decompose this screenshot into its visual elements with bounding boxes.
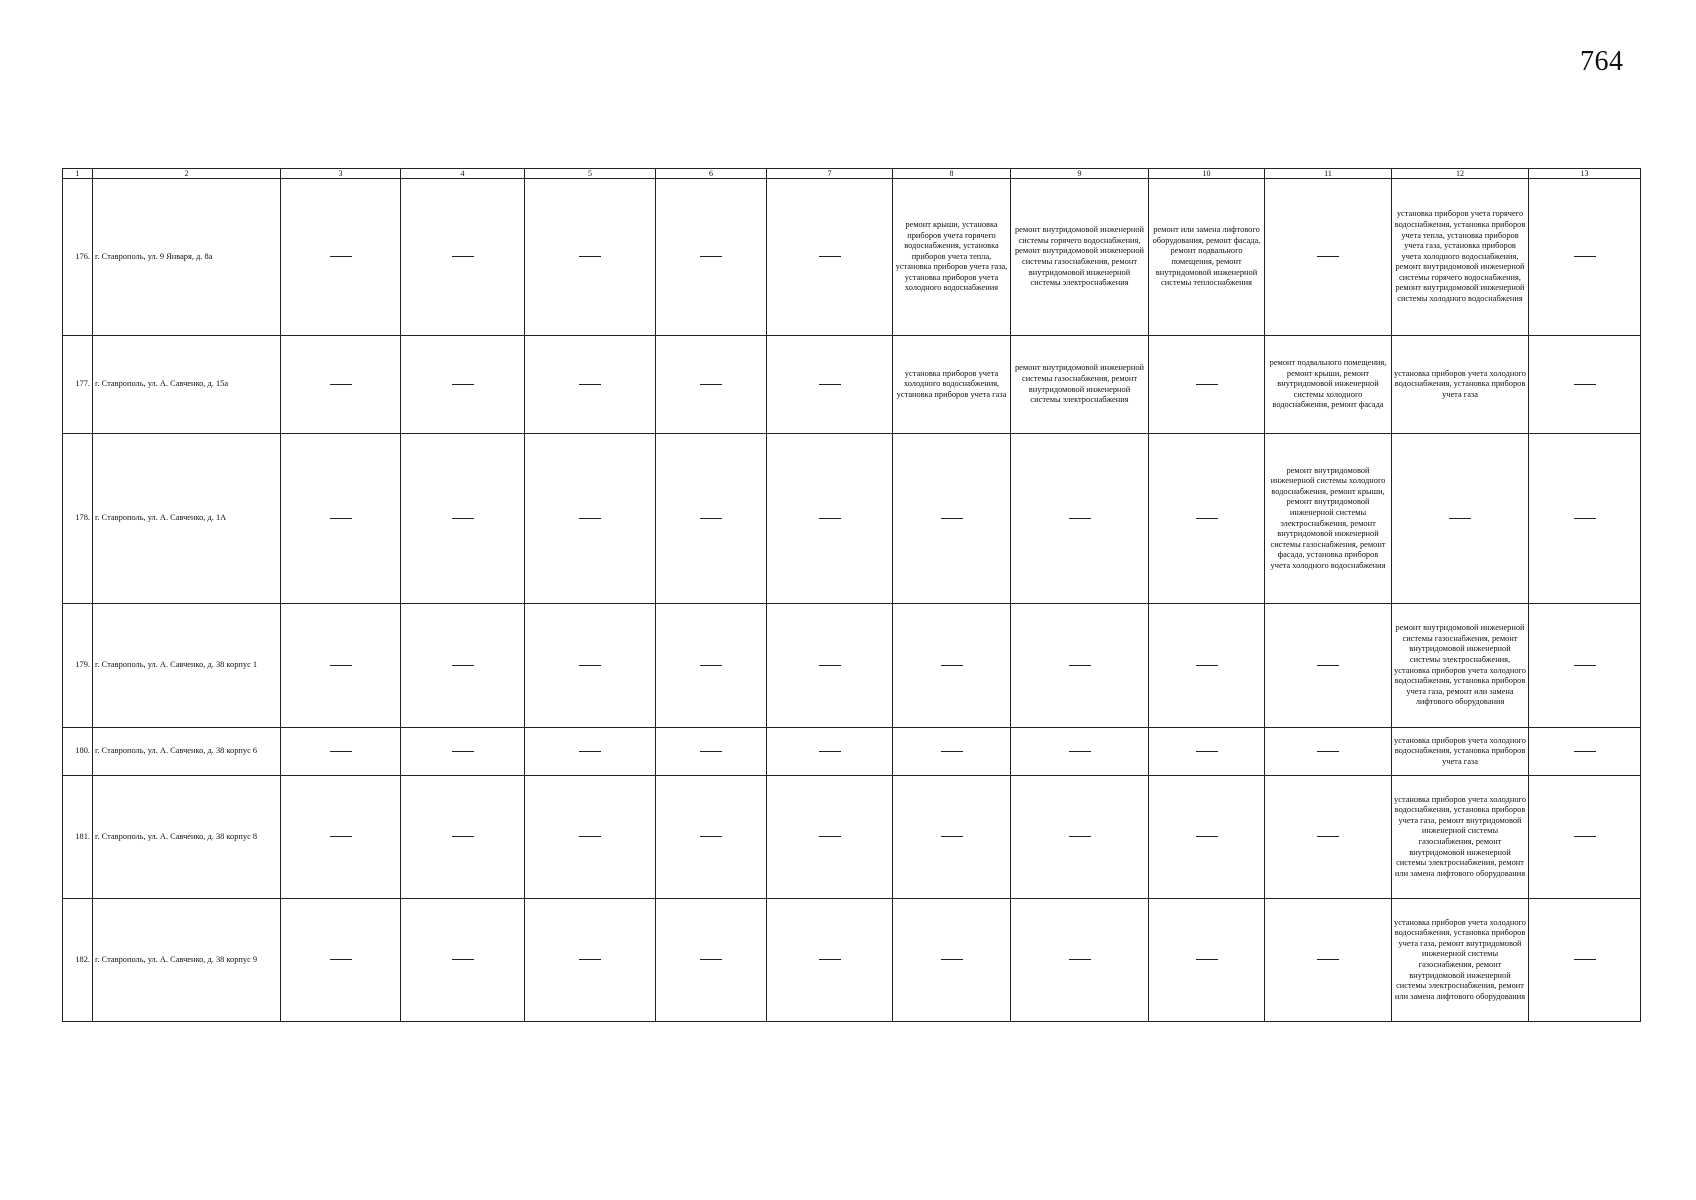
works-cell-col12: установка приборов учета холодного водоснабжения, установка приборов учета газа, ремонт внутридомовой инженерной системы газоснабжения, ремонт внутридомовой инженерной системы электроснабжения, ремонт или замена лифтового оборудования xyxy=(1392,776,1529,899)
empty-cell-col5 xyxy=(525,776,656,899)
empty-cell-col3 xyxy=(281,776,401,899)
empty-cell-col5 xyxy=(525,434,656,604)
empty-cell-col6 xyxy=(656,776,767,899)
empty-cell-col5 xyxy=(525,604,656,728)
row-number: 177. xyxy=(63,336,93,434)
table-row xyxy=(63,604,1641,728)
dash-mark xyxy=(700,384,722,385)
dash-mark xyxy=(579,384,601,385)
table-row xyxy=(63,899,1641,1022)
dash-mark xyxy=(330,836,352,837)
dash-mark xyxy=(941,518,963,519)
dash-mark xyxy=(579,751,601,752)
row-number: 179. xyxy=(63,604,93,728)
dash-mark xyxy=(1069,751,1091,752)
empty-cell-col6 xyxy=(656,434,767,604)
empty-cell-col3 xyxy=(281,899,401,1022)
dash-mark xyxy=(941,836,963,837)
column-number-8: 8 xyxy=(893,169,1011,179)
works-cell-col12: ремонт внутридомовой инженерной системы газоснабжения, ремонт внутридомовой инженерной системы электроснабжения, установка приборов учета холодного водоснабжения, установка приборов учета газа, ремонт или замена лифтового оборудования xyxy=(1392,604,1529,728)
table-body xyxy=(63,169,1641,1022)
address-cell: г. Ставрополь, ул. А. Савченко, д. 38 корпус 8 xyxy=(93,776,281,899)
table-row xyxy=(63,728,1641,776)
page-number: 764 xyxy=(1580,46,1624,77)
empty-cell-col3 xyxy=(281,336,401,434)
empty-cell-col11 xyxy=(1265,899,1392,1022)
empty-cell-col5 xyxy=(525,899,656,1022)
dash-mark xyxy=(941,665,963,666)
dash-mark xyxy=(819,751,841,752)
dash-mark xyxy=(700,836,722,837)
empty-cell-col13 xyxy=(1529,179,1641,336)
empty-cell-col6 xyxy=(656,899,767,1022)
dash-mark xyxy=(1317,959,1339,960)
dash-mark xyxy=(700,665,722,666)
dash-mark xyxy=(1574,836,1596,837)
dash-mark xyxy=(1069,959,1091,960)
works-cell-col8: ремонт крыши, установка приборов учета горячего водоснабжения, установка приборов учета тепла, установка приборов учета газа, установка приборов учета холодного водоснабжения xyxy=(893,179,1011,336)
empty-cell-col11 xyxy=(1265,604,1392,728)
empty-cell-col13 xyxy=(1529,434,1641,604)
empty-cell-col11 xyxy=(1265,179,1392,336)
empty-cell-col8 xyxy=(893,776,1011,899)
dash-mark xyxy=(1196,384,1218,385)
dash-mark xyxy=(819,256,841,257)
works-cell-col11: ремонт подвального помещения, ремонт крыши, ремонт внутридомовой инженерной системы холодного водоснабжения, ремонт фасада xyxy=(1265,336,1392,434)
dash-mark xyxy=(1069,518,1091,519)
empty-cell-col13 xyxy=(1529,776,1641,899)
dash-mark xyxy=(1317,256,1339,257)
empty-cell-col4 xyxy=(401,434,525,604)
dash-mark xyxy=(579,836,601,837)
dash-mark xyxy=(819,959,841,960)
empty-cell-col4 xyxy=(401,728,525,776)
empty-cell-col3 xyxy=(281,728,401,776)
address-cell: г. Ставрополь, ул. А. Савченко, д. 1А xyxy=(93,434,281,604)
dash-mark xyxy=(941,751,963,752)
empty-cell-col10 xyxy=(1149,434,1265,604)
dash-mark xyxy=(330,384,352,385)
dash-mark xyxy=(452,384,474,385)
column-number-1: 1 xyxy=(63,169,93,179)
dash-mark xyxy=(452,751,474,752)
dash-mark xyxy=(330,751,352,752)
dash-mark xyxy=(579,959,601,960)
empty-cell-col10 xyxy=(1149,776,1265,899)
empty-cell-col6 xyxy=(656,336,767,434)
empty-cell-col13 xyxy=(1529,728,1641,776)
address-cell: г. Ставрополь, ул. А. Савченко, д. 38 корпус 9 xyxy=(93,899,281,1022)
column-number-6: 6 xyxy=(656,169,767,179)
column-number-10: 10 xyxy=(1149,169,1265,179)
empty-cell-col9 xyxy=(1011,604,1149,728)
dash-mark xyxy=(1317,836,1339,837)
row-number: 176. xyxy=(63,179,93,336)
empty-cell-col8 xyxy=(893,434,1011,604)
dash-mark xyxy=(1196,751,1218,752)
empty-cell-col7 xyxy=(767,179,893,336)
works-cell-col12: установка приборов учета горячего водоснабжения, установка приборов учета тепла, установка приборов учета газа, установка приборов учета холодного водоснабжения, ремонт внутридомовой инженерной системы горячего водоснабжения, ремонт внутридомовой инженерной системы холодного водоснабжения xyxy=(1392,179,1529,336)
empty-cell-col4 xyxy=(401,899,525,1022)
dash-mark xyxy=(819,836,841,837)
dash-mark xyxy=(700,751,722,752)
dash-mark xyxy=(819,384,841,385)
dash-mark xyxy=(452,836,474,837)
dash-mark xyxy=(700,959,722,960)
empty-cell-col7 xyxy=(767,336,893,434)
dash-mark xyxy=(1574,751,1596,752)
empty-cell-col8 xyxy=(893,728,1011,776)
empty-cell-col7 xyxy=(767,604,893,728)
table-row xyxy=(63,776,1641,899)
dash-mark xyxy=(819,665,841,666)
empty-cell-col6 xyxy=(656,179,767,336)
empty-cell-col5 xyxy=(525,336,656,434)
empty-cell-col7 xyxy=(767,899,893,1022)
dash-mark xyxy=(1317,751,1339,752)
empty-cell-col9 xyxy=(1011,434,1149,604)
column-number-3: 3 xyxy=(281,169,401,179)
row-number: 182. xyxy=(63,899,93,1022)
empty-cell-col7 xyxy=(767,728,893,776)
works-cell-col12: установка приборов учета холодного водоснабжения, установка приборов учета газа xyxy=(1392,336,1529,434)
dash-mark xyxy=(330,665,352,666)
column-number-7: 7 xyxy=(767,169,893,179)
address-cell: г. Ставрополь, ул. А. Савченко, д. 38 корпус 1 xyxy=(93,604,281,728)
dash-mark xyxy=(330,256,352,257)
empty-cell-col4 xyxy=(401,336,525,434)
table-row xyxy=(63,434,1641,604)
dash-mark xyxy=(579,665,601,666)
empty-cell-col7 xyxy=(767,434,893,604)
row-number: 178. xyxy=(63,434,93,604)
dash-mark xyxy=(700,256,722,257)
empty-cell-col10 xyxy=(1149,604,1265,728)
empty-cell-col4 xyxy=(401,179,525,336)
column-number-row xyxy=(63,169,1641,179)
empty-cell-col6 xyxy=(656,728,767,776)
empty-cell-col7 xyxy=(767,776,893,899)
dash-mark xyxy=(1574,384,1596,385)
dash-mark xyxy=(330,959,352,960)
column-number-2: 2 xyxy=(93,169,281,179)
works-cell-col12: установка приборов учета холодного водоснабжения, установка приборов учета газа, ремонт внутридомовой инженерной системы газоснабжения, ремонт внутридомовой инженерной системы электроснабжения, ремонт или замена лифтового оборудования xyxy=(1392,899,1529,1022)
empty-cell-col10 xyxy=(1149,728,1265,776)
row-number: 180. xyxy=(63,728,93,776)
empty-cell-col9 xyxy=(1011,899,1149,1022)
works-cell-col8: установка приборов учета холодного водоснабжения, установка приборов учета газа xyxy=(893,336,1011,434)
repair-schedule-table xyxy=(62,168,1641,1022)
empty-cell-col13 xyxy=(1529,336,1641,434)
address-cell: г. Ставрополь, ул. А. Савченко, д. 15а xyxy=(93,336,281,434)
empty-cell-col3 xyxy=(281,179,401,336)
dash-mark xyxy=(1317,665,1339,666)
empty-cell-col13 xyxy=(1529,604,1641,728)
empty-cell-col4 xyxy=(401,604,525,728)
empty-cell-col12 xyxy=(1392,434,1529,604)
empty-cell-col8 xyxy=(893,604,1011,728)
dash-mark xyxy=(1449,518,1471,519)
dash-mark xyxy=(1574,256,1596,257)
empty-cell-col6 xyxy=(656,604,767,728)
empty-cell-col4 xyxy=(401,776,525,899)
works-cell-col11: ремонт внутридомовой инженерной системы холодного водоснабжения, ремонт крыши, ремонт внутридомовой инженерной системы электроснабжения, ремонт внутридомовой инженерной системы газоснабжения, ремонт фасада, установка приборов учета холодного водоснабжения xyxy=(1265,434,1392,604)
empty-cell-col9 xyxy=(1011,728,1149,776)
column-number-11: 11 xyxy=(1265,169,1392,179)
column-number-13: 13 xyxy=(1529,169,1641,179)
empty-cell-col11 xyxy=(1265,728,1392,776)
dash-mark xyxy=(700,518,722,519)
works-cell-col10: ремонт или замена лифтового оборудования, ремонт фасада, ремонт подвального помещения, ремонт внутридомовой инженерной системы теплоснабжения xyxy=(1149,179,1265,336)
dash-mark xyxy=(1196,518,1218,519)
dash-mark xyxy=(941,959,963,960)
column-number-12: 12 xyxy=(1392,169,1529,179)
works-cell-col9: ремонт внутридомовой инженерной системы газоснабжения, ремонт внутридомовой инженерной системы электроснабжения xyxy=(1011,336,1149,434)
empty-cell-col13 xyxy=(1529,899,1641,1022)
dash-mark xyxy=(1069,665,1091,666)
dash-mark xyxy=(1574,959,1596,960)
dash-mark xyxy=(1069,836,1091,837)
dash-mark xyxy=(1196,959,1218,960)
column-number-4: 4 xyxy=(401,169,525,179)
dash-mark xyxy=(1574,518,1596,519)
dash-mark xyxy=(579,518,601,519)
empty-cell-col10 xyxy=(1149,336,1265,434)
dash-mark xyxy=(330,518,352,519)
empty-cell-col5 xyxy=(525,179,656,336)
dash-mark xyxy=(452,518,474,519)
column-number-9: 9 xyxy=(1011,169,1149,179)
works-cell-col9: ремонт внутридомовой инженерной системы горячего водоснабжения, ремонт внутридомовой инженерной системы газоснабжения, ремонт внутридомовой инженерной системы электроснабжения xyxy=(1011,179,1149,336)
table-row xyxy=(63,179,1641,336)
empty-cell-col5 xyxy=(525,728,656,776)
empty-cell-col9 xyxy=(1011,776,1149,899)
empty-cell-col8 xyxy=(893,899,1011,1022)
dash-mark xyxy=(452,256,474,257)
works-cell-col12: установка приборов учета холодного водоснабжения, установка приборов учета газа xyxy=(1392,728,1529,776)
row-number: 181. xyxy=(63,776,93,899)
empty-cell-col11 xyxy=(1265,776,1392,899)
column-number-5: 5 xyxy=(525,169,656,179)
dash-mark xyxy=(1196,665,1218,666)
empty-cell-col10 xyxy=(1149,899,1265,1022)
empty-cell-col3 xyxy=(281,434,401,604)
dash-mark xyxy=(452,959,474,960)
dash-mark xyxy=(1574,665,1596,666)
table-row xyxy=(63,336,1641,434)
dash-mark xyxy=(579,256,601,257)
dash-mark xyxy=(452,665,474,666)
address-cell: г. Ставрополь, ул. 9 Января, д. 8а xyxy=(93,179,281,336)
empty-cell-col3 xyxy=(281,604,401,728)
dash-mark xyxy=(1196,836,1218,837)
address-cell: г. Ставрополь, ул. А. Савченко, д. 38 корпус 6 xyxy=(93,728,281,776)
dash-mark xyxy=(819,518,841,519)
